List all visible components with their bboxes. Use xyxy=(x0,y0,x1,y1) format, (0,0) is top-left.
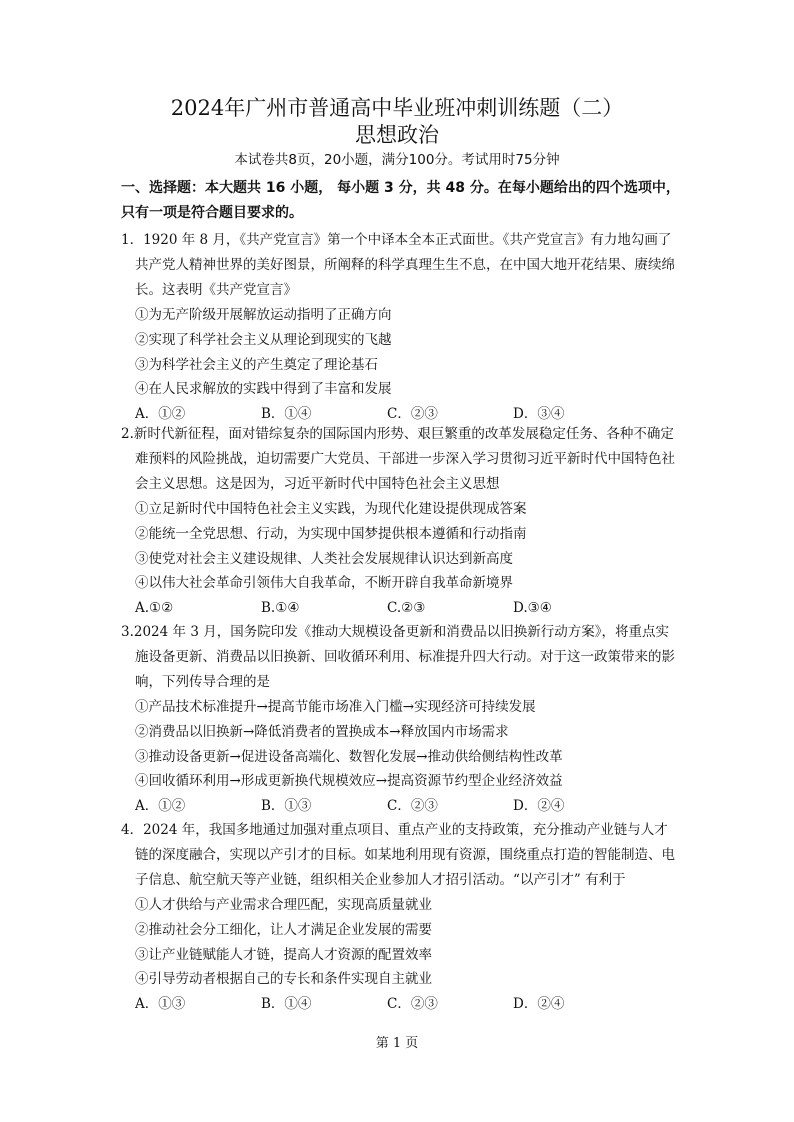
choice-c: C．②③ xyxy=(387,996,438,1013)
statement: ④以伟大社会革命引领伟大自我革命，不断开辟自我革命新境界 xyxy=(135,575,513,592)
subject-title: 思想政治 xyxy=(355,123,439,147)
choice-b: B．①④ xyxy=(261,406,312,423)
statement: ②实现了科学社会主义从理论到现实的飞越 xyxy=(135,331,392,348)
question-2 xyxy=(121,422,681,621)
statement: ①产品技术标准提升→提高节能市场准入门槛→实现经济可持续发展 xyxy=(135,698,536,715)
question-stem: 2.新时代新征程，面对错综复杂的国际国内形势、艰巨繁重的改革发展稳定任务、各种不确定难预料的风险挑战，迫切需要广大党员、干部进一步深入学习贯彻习近平新时代中国特色社会主义思想。这是因为，习近平新时代中国特色社会主义思想 xyxy=(121,426,675,492)
exam-title: 2024年广州市普通高中毕业班冲刺训练题（二） xyxy=(170,96,624,120)
question-stem: 3.2024 年 3 月，国务院印发《推动大规模设备更新和消费品以旧换新行动方案》，将重点实施设备更新、消费品以旧换新、回收循环利用、标准提升四大行动。对于这一政策带来的影响，下列传导合理的是 xyxy=(121,624,675,690)
choice-a: A．①② xyxy=(135,406,186,423)
exam-info: 本试卷共8页，20小题，满分100分。考试用时75分钟 xyxy=(234,152,560,168)
answer-choices xyxy=(121,794,681,819)
choice-c: C.②③ xyxy=(387,600,426,617)
statement: ④回收循环利用→形成更新换代规模效应→提高资源节约型企业经济效益 xyxy=(135,773,563,790)
choice-d: D．②④ xyxy=(513,798,565,815)
choice-a: A．①③ xyxy=(135,996,186,1013)
statement: ③让产业链赋能人才链，提高人才资源的配置效率 xyxy=(135,946,432,963)
statement: ③推动设备更新→促进设备高端化、数智化发展→推动供给侧结构性改革 xyxy=(135,748,563,765)
choice-d: D.③④ xyxy=(513,600,552,617)
statement: ④在人民求解放的实践中得到了丰富和发展 xyxy=(135,381,392,398)
statement: ③为科学社会主义的产生奠定了理论基石 xyxy=(135,356,378,373)
statement: ①人才供给与产业需求合理匹配，实现高质量就业 xyxy=(135,896,432,913)
question-3 xyxy=(121,620,681,819)
question-1 xyxy=(121,228,681,427)
statement: ②推动社会分工细化，让人才满足企业发展的需要 xyxy=(135,921,432,938)
choice-b: B.①④ xyxy=(261,600,300,617)
choice-b: B．①④ xyxy=(261,996,312,1013)
statement: ③使党对社会主义建设规律、人类社会发展规律认识达到新高度 xyxy=(135,550,513,567)
answer-choices xyxy=(121,992,681,1017)
answer-choices xyxy=(121,596,681,621)
statement: ①为无产阶级开展解放运动指明了正确方向 xyxy=(135,306,392,323)
choice-b: B．①③ xyxy=(261,798,312,815)
question-4 xyxy=(121,818,681,1017)
choice-c: C．②③ xyxy=(387,406,438,423)
statement: ②消费品以旧换新→降低消费者的置换成本→释放国内市场需求 xyxy=(135,723,509,740)
choice-a: A．①② xyxy=(135,798,186,815)
page-number: 第 1 页 xyxy=(375,1036,419,1051)
section-heading xyxy=(121,176,681,226)
choice-a: A.①② xyxy=(135,600,174,617)
choice-d: D．②④ xyxy=(513,996,565,1013)
section-heading-text: 一、选择题：本大题共 16 小题， 每小题 3 分，共 48 分。在每小题给出的四个选项中，只有一项是符合题目要求的。 xyxy=(121,180,680,221)
question-stem: 4．2024 年，我国多地通过加强对重点项目、重点产业的支持政策，充分推动产业链与人才链的深度融合，实现以产引才的目标。如某地利用现有资源，围绕重点打造的智能制造、电子信息、航空航天等产业链，组织相关企业参加人才招引活动。“以产引才” 有利于 xyxy=(121,822,675,888)
statement: ①立足新时代中国特色社会主义实践，为现代化建设提供现成答案 xyxy=(135,500,527,517)
choice-c: C．②③ xyxy=(387,798,438,815)
statement: ②能统一全党思想、行动，为实现中国梦提供根本遵循和行动指南 xyxy=(135,525,527,542)
question-stem: 1．1920 年 8 月，《共产党宣言》第一个中译本全本正式面世。《共产党宣言》有力地勾画了共产党人精神世界的美好图景，所阐释的科学真理生生不息，在中国大地开花结果、赓续绵长。这表明《共产党宣言》 xyxy=(121,232,675,298)
choice-d: D．③④ xyxy=(513,406,565,423)
statement: ④引导劳动者根据自己的专长和条件实现自主就业 xyxy=(135,971,432,988)
